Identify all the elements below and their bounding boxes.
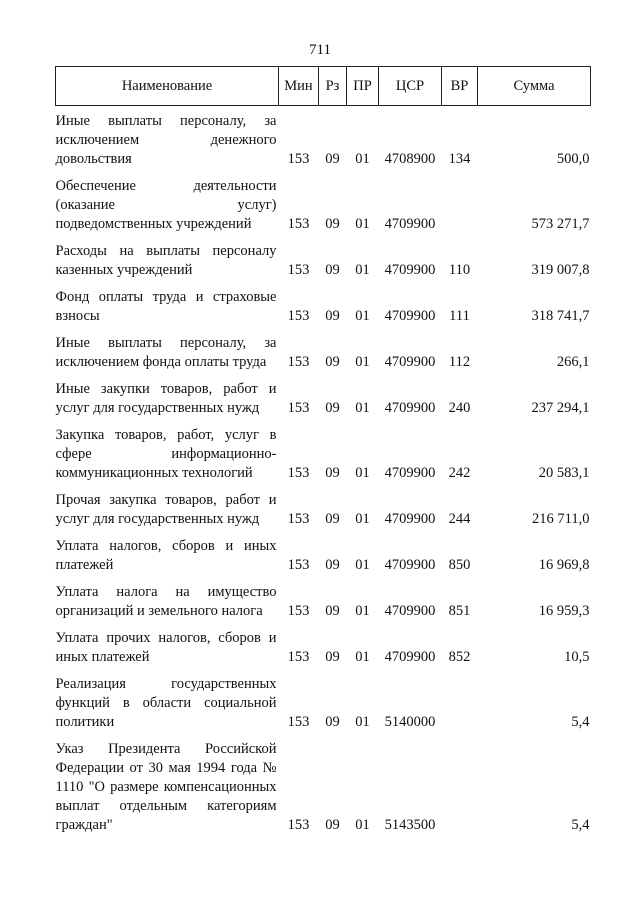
row-rz: 09: [325, 151, 340, 167]
row-pr: 01: [355, 465, 370, 481]
row-csr: 4709900: [384, 649, 436, 665]
row-vr: 240: [448, 400, 471, 416]
row-pr: 01: [355, 649, 370, 665]
row-sum: 5,4: [571, 714, 590, 730]
row-csr: 4709900: [384, 216, 436, 232]
row-min: 153: [287, 817, 310, 833]
row-rz: 09: [325, 354, 340, 370]
row-sum: 16 969,8: [538, 557, 590, 573]
row-pr: 01: [355, 308, 370, 324]
row-csr: 5140000: [384, 714, 436, 730]
header-min: Мин: [279, 67, 319, 106]
row-pr: 01: [355, 557, 370, 573]
row-vr: 134: [448, 151, 471, 167]
row-vr: 112: [448, 354, 471, 370]
row-csr: 4709900: [384, 308, 436, 324]
header-sum: Сумма: [478, 67, 591, 106]
row-rz: 09: [325, 262, 340, 278]
row-vr: 244: [448, 511, 471, 527]
row-min: 153: [287, 603, 310, 619]
row-csr: 4709900: [384, 400, 436, 416]
table-header: [56, 67, 591, 106]
row-rz: 09: [325, 649, 340, 665]
row-vr: 110: [448, 262, 471, 278]
row-vr: 851: [448, 603, 471, 619]
row-pr: 01: [355, 817, 370, 833]
row-pr: 01: [355, 262, 370, 278]
row-min: 153: [287, 400, 310, 416]
row-sum: 20 583,1: [538, 465, 590, 481]
row-rz: 09: [325, 465, 340, 481]
table-row: [56, 106, 591, 170]
header-pr: ПР: [347, 67, 379, 106]
row-pr: 01: [355, 354, 370, 370]
table-body: [56, 106, 591, 836]
row-min: 153: [287, 714, 310, 730]
table-row: [56, 326, 591, 372]
row-name: Иные закупки товаров, работ и услуг для государственных нужд: [55, 381, 277, 416]
row-csr: 4709900: [384, 603, 436, 619]
row-rz: 09: [325, 714, 340, 730]
row-csr: 5143500: [384, 817, 436, 833]
table-row: [56, 418, 591, 483]
table-row: [56, 372, 591, 418]
row-sum: 500,0: [556, 151, 590, 167]
row-sum: 16 959,3: [538, 603, 590, 619]
table-row: [56, 280, 591, 326]
row-csr: 4709900: [384, 465, 436, 481]
row-name: Расходы на выплаты персоналу казенных учреждений: [55, 243, 277, 278]
row-rz: 09: [325, 817, 340, 833]
table-row: [56, 529, 591, 575]
row-name: Фонд оплаты труда и страховые взносы: [55, 289, 277, 324]
page-number: 711: [309, 42, 331, 58]
row-min: 153: [287, 465, 310, 481]
row-pr: 01: [355, 400, 370, 416]
row-name: Закупка товаров, работ, услуг в сфере информационно-коммуникационных технологий: [55, 427, 277, 481]
table-row: [56, 483, 591, 529]
row-csr: 4709900: [384, 354, 436, 370]
row-vr: 850: [448, 557, 471, 573]
row-vr: 111: [449, 308, 470, 324]
row-vr: 242: [448, 465, 471, 481]
row-min: 153: [287, 308, 310, 324]
row-rz: 09: [325, 603, 340, 619]
row-sum: 266,1: [556, 354, 590, 370]
row-sum: 216 711,0: [532, 511, 590, 527]
row-csr: 4709900: [384, 557, 436, 573]
row-name: Уплата прочих налогов, сборов и иных платежей: [55, 630, 277, 665]
table-row: [56, 732, 591, 835]
row-min: 153: [287, 262, 310, 278]
row-name: Указ Президента Российской Федерации от 30 мая 1994 года № 1110 "О размере компенсационных выплат отдельным категориям граждан": [55, 741, 277, 833]
header-rz: Рз: [319, 67, 347, 106]
row-pr: 01: [355, 714, 370, 730]
row-sum: 319 007,8: [531, 262, 590, 278]
header-vr: ВР: [442, 67, 478, 106]
row-csr: 4708900: [384, 151, 436, 167]
row-rz: 09: [325, 216, 340, 232]
row-sum: 318 741,7: [531, 308, 590, 324]
row-rz: 09: [325, 511, 340, 527]
row-name: Прочая закупка товаров, работ и услуг для государственных нужд: [55, 492, 277, 527]
row-pr: 01: [355, 151, 370, 167]
row-name: Реализация государственных функций в области социальной политики: [55, 676, 277, 730]
row-rz: 09: [325, 400, 340, 416]
table-row: [56, 667, 591, 732]
row-min: 153: [287, 354, 310, 370]
table-row: [56, 169, 591, 234]
row-name: Уплата налогов, сборов и иных платежей: [55, 538, 277, 573]
table-row: [56, 234, 591, 280]
row-min: 153: [287, 557, 310, 573]
row-min: 153: [287, 511, 310, 527]
row-sum: 237 294,1: [531, 400, 590, 416]
row-min: 153: [287, 649, 310, 665]
header-name: Наименование: [56, 67, 279, 106]
row-vr: [442, 732, 478, 835]
row-min: 153: [287, 216, 310, 232]
row-sum: 5,4: [571, 817, 590, 833]
row-name: Иные выплаты персоналу, за исключением денежного довольствия: [55, 113, 277, 167]
row-csr: 4709900: [384, 511, 436, 527]
row-rz: 09: [325, 557, 340, 573]
row-vr: 852: [448, 649, 471, 665]
row-vr: [442, 169, 478, 234]
row-name: Обеспечение деятельности (оказание услуг) подведомственных учреждений: [55, 178, 277, 232]
header-csr: ЦСР: [379, 67, 442, 106]
row-csr: 4709900: [384, 262, 436, 278]
row-name: Иные выплаты персоналу, за исключением фонда оплаты труда: [55, 335, 277, 370]
row-pr: 01: [355, 603, 370, 619]
table-row: [56, 621, 591, 667]
row-rz: 09: [325, 308, 340, 324]
row-min: 153: [287, 151, 310, 167]
row-vr: [442, 667, 478, 732]
row-pr: 01: [355, 216, 370, 232]
budget-table: [55, 66, 591, 835]
row-pr: 01: [355, 511, 370, 527]
row-sum: 573 271,7: [531, 216, 590, 232]
table-row: [56, 575, 591, 621]
row-name: Уплата налога на имущество организаций и земельного налога: [55, 584, 277, 619]
row-sum: 10,5: [564, 649, 590, 665]
